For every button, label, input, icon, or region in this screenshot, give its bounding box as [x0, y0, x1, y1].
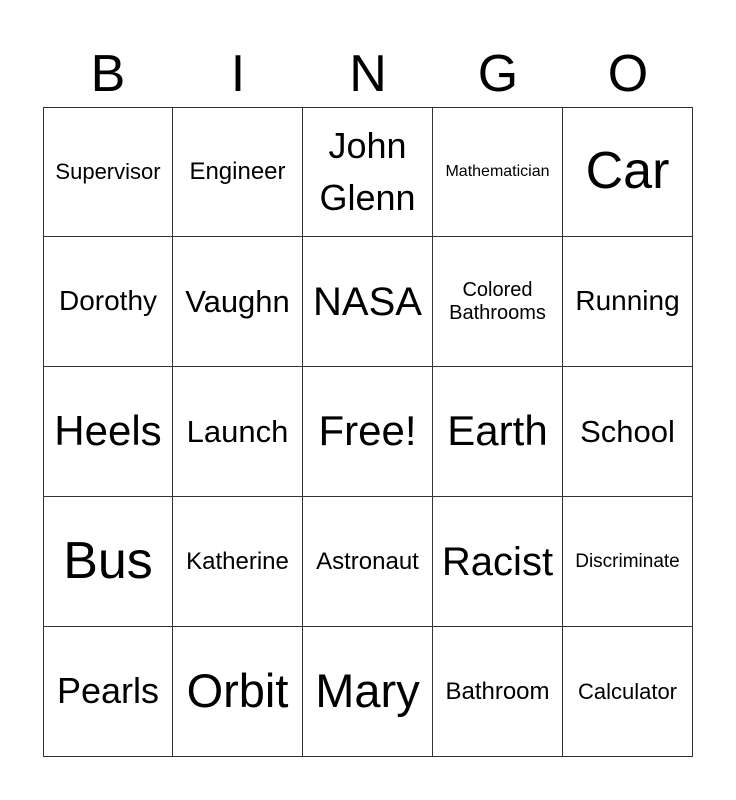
- bingo-cell[interactable]: Calculator: [563, 627, 693, 757]
- bingo-cell[interactable]: Orbit: [173, 627, 303, 757]
- bingo-cell[interactable]: Pearls: [43, 627, 173, 757]
- bingo-cell[interactable]: Astronaut: [303, 497, 433, 627]
- bingo-cell[interactable]: School: [563, 367, 693, 497]
- header-letter-n: N: [349, 45, 387, 103]
- bingo-cell[interactable]: Running: [563, 237, 693, 367]
- bingo-cell[interactable]: Dorothy: [43, 237, 173, 367]
- bingo-cell[interactable]: Racist: [433, 497, 563, 627]
- bingo-board: [43, 107, 693, 757]
- bingo-cell[interactable]: John Glenn: [303, 107, 433, 237]
- header-letter-i: I: [230, 45, 246, 103]
- header-letter-g: G: [477, 45, 519, 103]
- bingo-cell[interactable]: Discriminate: [563, 497, 693, 627]
- bingo-cell[interactable]: Mathematician: [433, 107, 563, 237]
- bingo-cell[interactable]: Vaughn: [173, 237, 303, 367]
- bingo-cell[interactable]: Bus: [43, 497, 173, 627]
- bingo-cell[interactable]: Mary: [303, 627, 433, 757]
- header-letter-o: O: [607, 45, 649, 103]
- header-letter-b: B: [90, 45, 126, 103]
- bingo-cell[interactable]: Engineer: [173, 107, 303, 237]
- bingo-cell[interactable]: Bathroom: [433, 627, 563, 757]
- bingo-cell[interactable]: Heels: [43, 367, 173, 497]
- bingo-cell[interactable]: NASA: [303, 237, 433, 367]
- bingo-cell[interactable]: Katherine: [173, 497, 303, 627]
- bingo-cell free-space[interactable]: Free!: [303, 367, 433, 497]
- bingo-cell[interactable]: Car: [563, 107, 693, 237]
- bingo-cell[interactable]: Launch: [173, 367, 303, 497]
- bingo-cell[interactable]: Earth: [433, 367, 563, 497]
- bingo-cell[interactable]: Colored Bathrooms: [433, 237, 563, 367]
- bingo-header: [43, 40, 693, 108]
- bingo-cell[interactable]: Supervisor: [43, 107, 173, 237]
